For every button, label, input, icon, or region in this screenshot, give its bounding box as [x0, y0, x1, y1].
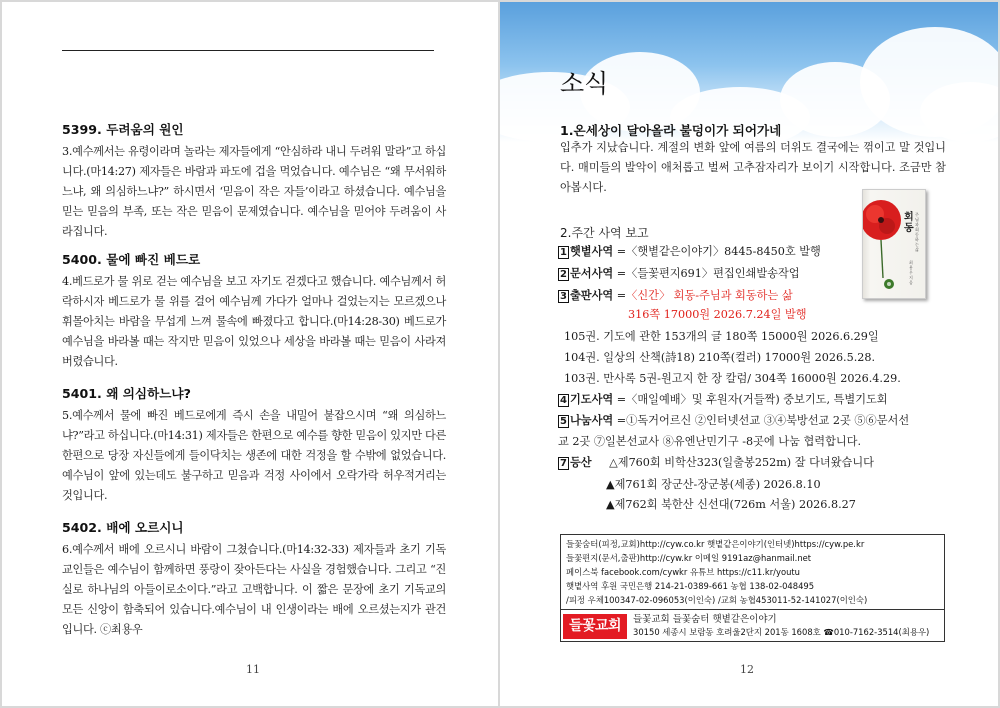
item-label: 문서사역 [569, 267, 614, 280]
book-list-item: 105권. 기도에 관한 153개의 글 180쪽 15000원 2026.6.29일 [564, 330, 879, 343]
book-cover-title: 회동 [904, 212, 914, 234]
item-number: 4 [560, 395, 567, 406]
item-text: =〈들꽃편지691〉편집인쇄발송작업 [616, 267, 800, 280]
item-text: =〈햇볕같은이야기〉8445-8450호 발행 [616, 245, 821, 258]
news1-title: 1.온세상이 달아올라 불덩이가 되어가네 [560, 123, 782, 138]
item-text: =〈매일예배〉및 후원자(거들짝) 중보기도, 특별기도회 [616, 393, 888, 406]
item-number: 7 [560, 458, 567, 469]
book-list-item: 103권. 만사록 5권-원고지 한 장 칼럼/ 304쪽 16000원 2026.4.29. [564, 372, 901, 385]
item-text: =①독거어르신 ②인터넷선교 ③④북방선교 2곳 ⑤⑥문서선 [616, 414, 910, 427]
footer-line: 햇볕사역 후원 국민은행 214-21-0389-661 농협 138-02-048495 [566, 581, 815, 591]
weekly-report-title: 2.주간 사역 보고 [560, 226, 649, 240]
footer-contact-box [560, 534, 945, 642]
section-body: 4.베드로가 물 위로 걷는 예수님을 보고 자기도 걷겠다고 했습니다. 예수님께서 허락하시자 베드로가 물 위를 걸어 예수님께 가다가 얼마나 걸었는지는 모르겠으나 휘몰아치는 바람을 무섭게 느껴 물속에 빠졌다고 합니다.(마14:28-30) 베드로가 예수님을 바라볼 때는 작지만 믿음이 있었으나 세상을 바라볼 때는 믿음이 사라져 버렸습니다. [62, 275, 446, 368]
section-body: 5.예수께서 물에 빠진 베드로에게 즉시 손을 내밀어 붙잡으시며 “왜 의심하느냐?”라고 하십니다.(마14:31) 제자들은 한편으로 예수를 향한 믿음이 있지만 다른 한편으로 당장 자신들에게 들이닥치는 생존에 대한 걱정을 할 수밖에 없었습니다. 예수님이 앞에 있는데도 불구하고 믿음과 걱정 사이에서 오락가락 허우적거리는 것입니다. [62, 409, 447, 502]
section-5399 [62, 122, 446, 242]
footer-line: 들꽃숨터(피정,교회)http://cyw.co.kr 햇볕같은이야기(인터넷)https://cyw.pe.kr [566, 539, 865, 549]
news-heading: 소식 [560, 69, 609, 98]
footer-address-title: 들꽃교회 들꽃숨터 햇볕같은이야기 [633, 614, 777, 625]
item-publishing [558, 288, 793, 304]
hiking-entry: ▲제761회 장군산-장군봉(세종) 2026.8.10 [606, 478, 821, 491]
news1-body: 입추가 지났습니다. 계절의 변화 앞에 여름의 더위도 결국에는 꺾이고 말 것입니다. 매미들의 발악이 애처롭고 벌써 고추잠자리가 보이기 시작합니다. 조금만 참아봅시다. [560, 141, 946, 194]
footer-line: /피정 우체100347-02-096053(이인숙) /교회 농협453011-52-141027(이인숙) [566, 595, 868, 605]
item-label: 햇볕사역 [569, 245, 614, 258]
item-number: 5 [560, 416, 567, 427]
item-sunshine [558, 244, 821, 260]
item-label: 출판사역 [569, 289, 614, 302]
top-rule [62, 50, 434, 51]
page-number: 12 [740, 663, 754, 676]
new-book-title: 〈신간〉 회동-주님과 회동하는 삶 [626, 289, 793, 302]
item-sharing-cont: 교 2곳 ⑦일본선교사 ⑧유엔난민기구 -8곳에 나눔 협력합니다. [558, 435, 862, 448]
page-number: 11 [246, 663, 260, 676]
section-body: 3.예수께서는 유령이라며 놀라는 제자들에게 “안심하라 내니 두려워 말라”고 하십니다.(마14:27) 제자들은 바람과 파도에 겁을 먹었습니다. 예수님은 “왜 무서워하느냐, 왜 의심하느냐?” 하시면서 ‘믿음이 작은 자들’이라고 하셨습니다. 예수님을 믿는 믿음의 부족, 또는 작은 믿음이 문제였습니다. 예수님을 믿어야 두려움이 사라집니다. [62, 145, 446, 238]
section-title: 5399. 두려움의 원인 [62, 122, 184, 137]
item-text: △제760회 비학산323(일출봉252m) 잘 다녀왔습니다 [609, 456, 874, 469]
section-5400 [62, 252, 446, 372]
item-number: 1 [560, 247, 567, 258]
book-cover-author: 최용우 지음 [909, 260, 913, 285]
section-5402 [62, 520, 446, 640]
item-label: 나눔사역 [569, 414, 614, 427]
item-prayer [558, 392, 888, 408]
item-number: 2 [560, 269, 567, 280]
item-label: 등산 [569, 456, 592, 469]
item-sharing [558, 413, 909, 429]
left-page [2, 2, 498, 706]
footer-address: 30150 세종시 보람동 호려울2단지 201동 1608호 ☎010-7162-3514(최용우) [633, 627, 930, 637]
footer-line: 페이스북 facebook.com/cywkr 유튜브 https://c11.kr/youtu [566, 567, 800, 577]
book-cover-subtitle: 주님과 회동하는 삶 [915, 212, 919, 252]
section-body: 6.예수께서 배에 오르시니 바람이 그쳤습니다.(마14:32-33) 제자들과 초기 기독교인들은 예수님이 함께하면 풍랑이 잦아든다는 사실을 경험했습니다. 그리고 “진실로 하나님의 아들이로소이다.”라고 고백합니다. 이 짧은 문장에 초기 기독교의 모든 신앙이 함축되어 있습니다.예수님이 내 인생이라는 배에 오르셨는지가 관건입니다. ⓒ최용우 [62, 543, 446, 636]
right-page [500, 2, 998, 706]
section-title: 5400. 물에 빠진 베드로 [62, 252, 201, 267]
book-list-item: 104권. 일상의 산책(詩18) 210쪽(컬러) 17000원 2026.5.28. [564, 351, 876, 364]
section-5401 [62, 386, 446, 506]
section-title: 5401. 왜 의심하느냐? [62, 386, 191, 401]
church-logo: 들꽃교회 [563, 614, 627, 639]
item-hiking [558, 455, 874, 471]
item-document [558, 266, 800, 282]
section-title: 5402. 배에 오르시니 [62, 520, 184, 535]
new-book-info: 316쪽 17000원 2026.7.24일 발행 [628, 308, 807, 321]
footer-line: 들꽃편지(문서,출판)http://cyw.kr 이메일 9191az@hanmail.net [566, 553, 812, 563]
book-cover-image [862, 189, 926, 299]
item-label: 기도사역 [569, 393, 614, 406]
hiking-entry: ▲제762회 북한산 신선대(726m 서울) 2026.8.27 [606, 498, 856, 511]
item-number: 3 [560, 291, 567, 302]
item-prefix: = [616, 289, 627, 302]
